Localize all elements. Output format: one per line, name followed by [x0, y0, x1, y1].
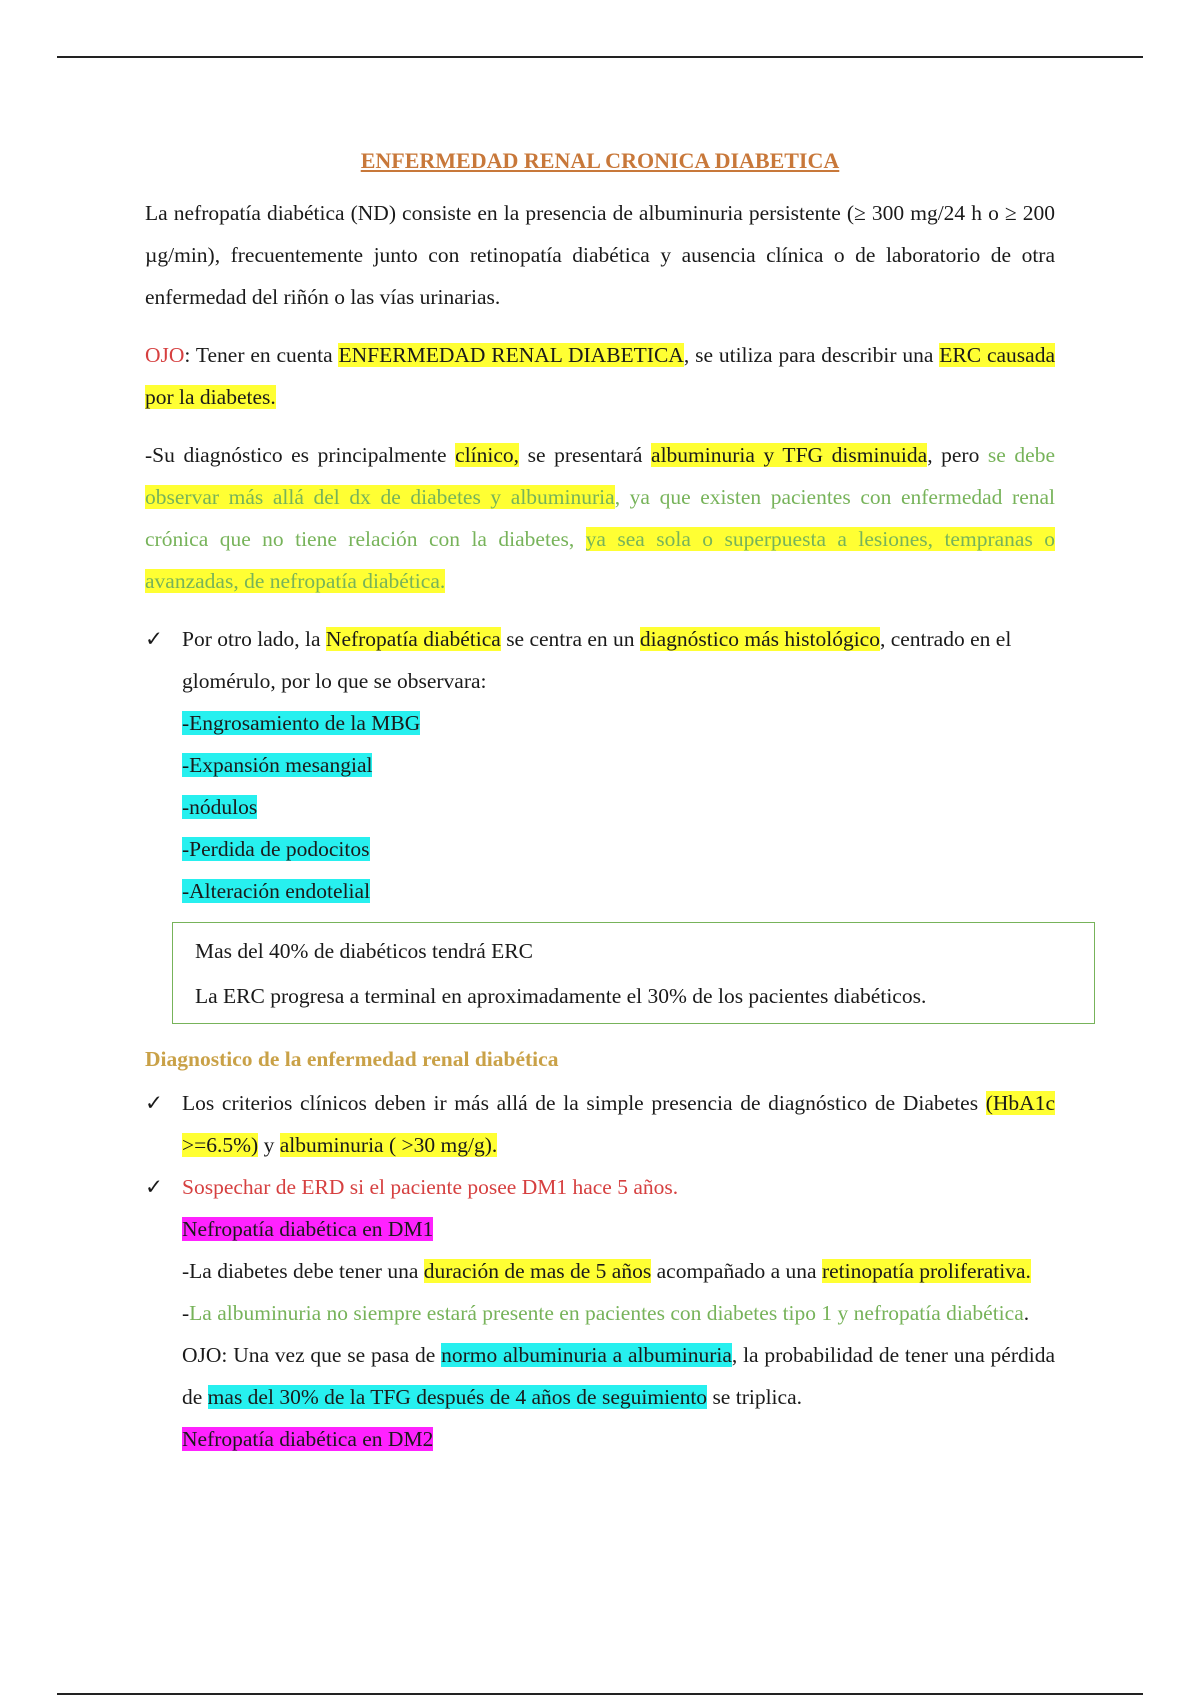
- dm1-albuminuria: -La albuminuria no siempre estará presente en pacientes con diabetes tipo 1 y nefropatía diabética.: [182, 1301, 1030, 1325]
- ojo-label: OJO: [145, 343, 185, 367]
- criteria-item: [145, 1082, 1055, 1166]
- stats-box: [172, 922, 1095, 1024]
- histology-item: [145, 618, 1055, 912]
- intro-paragraph: La nefropatía diabética (ND) consiste en la presencia de albuminuria persistente (≥ 300 mg/24 h o ≥ 200 µg/min), frecuentemente junto con retinopatía diabética y ausencia clínica o de laboratorio de otra enfermedad del riñón o las vías urinarias.: [145, 201, 1055, 309]
- criteria-text: Los criterios clínicos deben ir más allá de la simple presencia de diagnóstico de Diabetes (HbA1c >=6.5%) y albuminuria ( >30 mg/g).: [182, 1091, 1055, 1157]
- check-icon: ✓: [145, 1091, 164, 1115]
- document-title: ENFERMEDAD RENAL CRONICA DIABETICA: [360, 148, 840, 173]
- section-title: Diagnostico de la enfermedad renal diabética: [145, 1047, 559, 1071]
- suspect-text: Sospechar de ERD si el paciente posee DM1 hace 5 años.: [182, 1175, 679, 1199]
- dm1-duration: -La diabetes debe tener una duración de mas de 5 años acompañado a una retinopatía proliferativa.: [182, 1259, 1031, 1283]
- dm1-heading: Nefropatía diabética en DM1: [182, 1217, 434, 1241]
- highlight-erd: ENFERMEDAD RENAL DIABETICA: [338, 343, 684, 367]
- check-icon: ✓: [145, 627, 164, 651]
- ojo-paragraph: OJO: Tener en cuenta ENFERMEDAD RENAL DIABETICA, se utiliza para describir una ERC causada por la diabetes.: [145, 343, 1055, 409]
- highlight-erc: ERC causada por la diabetes.: [145, 343, 1055, 409]
- finding-item: -Engrosamiento de la MBG: [182, 711, 421, 735]
- finding-item: -nódulos: [182, 795, 258, 819]
- document-page: [145, 140, 1055, 1460]
- stats-line: La ERC progresa a terminal en aproximadamente el 30% de los pacientes diabéticos.: [195, 984, 927, 1008]
- dm1-ojo: OJO: Una vez que se pasa de normo albuminuria a albuminuria, la probabilidad de tener una pérdida de mas del 30% de la TFG después de 4 años de seguimiento se triplica.: [182, 1343, 1055, 1409]
- stats-line: Mas del 40% de diabéticos tendrá ERC: [195, 939, 533, 963]
- suspect-item: [145, 1166, 1055, 1460]
- finding-item: -Expansión mesangial: [182, 753, 373, 777]
- histology-text: Por otro lado, la Nefropatía diabética se centra en un diagnóstico más histológico, centrado en el glomérulo, por lo que se observara:: [182, 627, 1012, 693]
- header-rule: [57, 56, 1143, 58]
- check-icon: ✓: [145, 1175, 164, 1199]
- finding-item: -Perdida de podocitos: [182, 837, 370, 861]
- finding-item: -Alteración endotelial: [182, 879, 371, 903]
- diagnosis-paragraph: -Su diagnóstico es principalmente clínico, se presentará albuminuria y TFG disminuida, pero se debe observar más allá del dx de diabetes y albuminuria, ya que existen pacientes con enfermedad renal crónica que no tiene relación con la diabetes, ya sea sola o superpuesta a lesiones, tempranas o avanzadas, de nefropatía diabética.: [145, 443, 1056, 593]
- dm2-heading: Nefropatía diabética en DM2: [182, 1427, 434, 1451]
- footer-rule: [57, 1693, 1143, 1695]
